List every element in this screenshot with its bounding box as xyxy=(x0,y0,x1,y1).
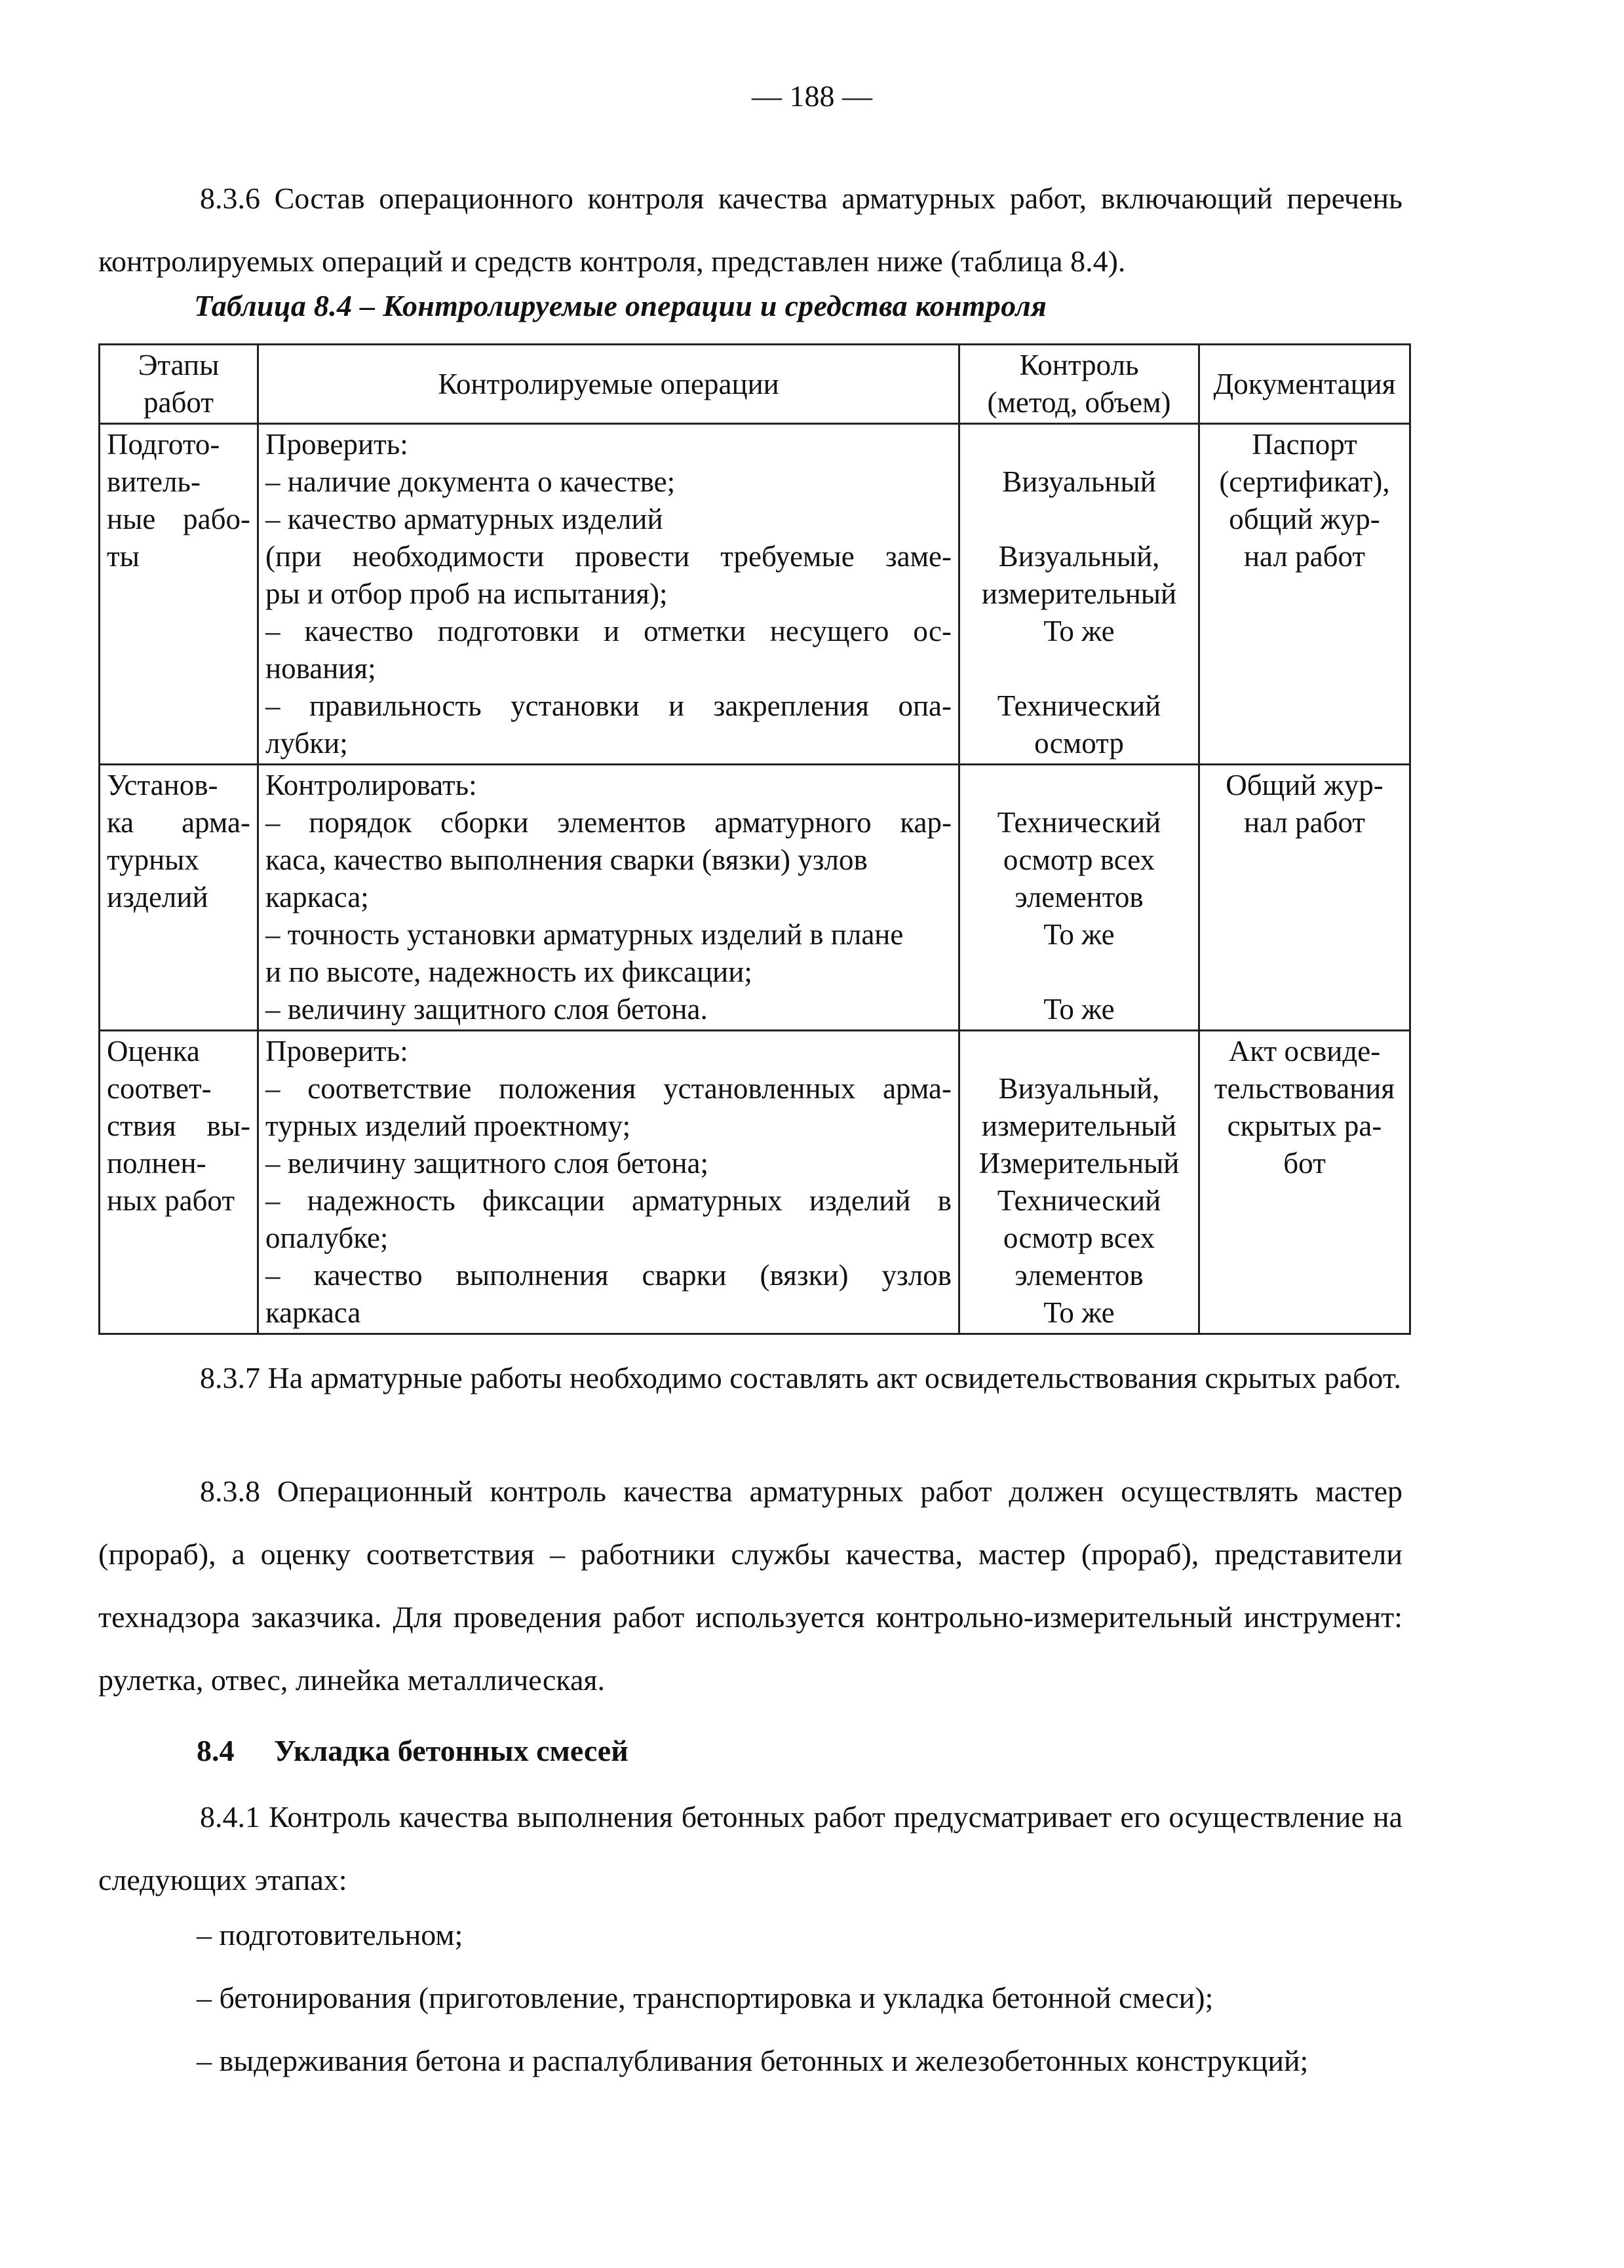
stage-cell: Оценка соответ- ствия вы- полнен- ных работ xyxy=(100,1031,258,1334)
paragraph-8-4-1: 8.4.1 Контроль качества выполнения бетонных работ предусматривает его осуществление на следующих этапах: xyxy=(98,1800,1402,1896)
stage-cell: Подгото- витель- ные рабо- ты xyxy=(100,424,258,765)
header-docs: Документация xyxy=(1199,345,1410,424)
control-cell: Технический осмотр всех элементов То же То же xyxy=(959,765,1199,1031)
list-item: – подготовительном; xyxy=(197,1918,463,1951)
header-operations: Контролируемые операции xyxy=(258,345,959,424)
control-cell: Визуальный Визуальный, измерительный То же Технический осмотр xyxy=(959,424,1199,765)
section-heading xyxy=(197,1733,628,1768)
stages-list xyxy=(197,1904,1416,2092)
header-stage: Этапы работ xyxy=(100,345,258,424)
header-control: Контроль (метод, объем) xyxy=(959,345,1199,424)
list-item: – бетонирования (приготовление, транспортировка и укладка бетонной смеси); xyxy=(197,1981,1214,2014)
table-header-row xyxy=(100,345,1410,424)
paragraph-8-3-8: 8.3.8 Операционный контроль качества арматурных работ должен осуществлять мастер (прораб), а оценку соответствия – работники службы качества, мастер (прораб), представители технадзора заказчика. Для проведения работ используется контрольно-измерительный инструмент: рулетка, отвес, линейка металлическая. xyxy=(98,1474,1402,1697)
table-row xyxy=(100,765,1410,1031)
operations-table xyxy=(98,343,1411,1335)
section-title: Укладка бетонных смесей xyxy=(274,1734,628,1767)
list-item: – выдерживания бетона и распалубливания бетонных и железобетонных конструкций; xyxy=(197,2044,1309,2077)
stage-cell: Установ- ка арма- турных изделий xyxy=(100,765,258,1031)
operations-cell: Проверить: – наличие документа о качестве; – качество арматурных изделий (при необходимости провести требуемые заме- ры и отбор проб на испытания); – качество подготовки и отметки несущего ос- нования; – правильность установки и закрепления опа- лубки; xyxy=(258,424,959,765)
docs-cell: Общий жур- нал работ xyxy=(1199,765,1410,1031)
paragraph-8-3-6: 8.3.6 Состав операционного контроля качества арматурных работ, включающий перечень контролируемых операций и средств контроля, представлен ниже (таблица 8.4). xyxy=(98,182,1402,278)
paragraph-8-3-7: 8.3.7 На арматурные работы необходимо составлять акт освидетельствования скрытых работ. xyxy=(200,1361,1401,1394)
operations-cell: Проверить: – соответствие положения установленных арма- турных изделий проектному; – величину защитного слоя бетона; – надежность фиксации арматурных изделий в опалубке; – качество выполнения сварки (вязки) узлов каркаса xyxy=(258,1031,959,1334)
docs-cell: Акт освиде- тельствования скрытых ра- бот xyxy=(1199,1031,1410,1334)
table-row xyxy=(100,424,1410,765)
control-cell: Визуальный, измерительный Измерительный Технический осмотр всех элементов То же xyxy=(959,1031,1199,1334)
page-number: — 188 — xyxy=(752,79,872,113)
section-number: 8.4 xyxy=(197,1734,235,1767)
docs-cell: Паспорт (сертификат), общий жур- нал работ xyxy=(1199,424,1410,765)
operations-cell: Контролировать: – порядок сборки элементов арматурного кар- каса, качество выполнения сварки (вязки) узлов каркаса; – точность установки арматурных изделий в плане и по высоте, надежность их фиксации; – величину защитного слоя бетона. xyxy=(258,765,959,1031)
table-caption: Таблица 8.4 – Контролируемые операции и средства контроля xyxy=(194,289,1047,322)
table-row xyxy=(100,1031,1410,1334)
